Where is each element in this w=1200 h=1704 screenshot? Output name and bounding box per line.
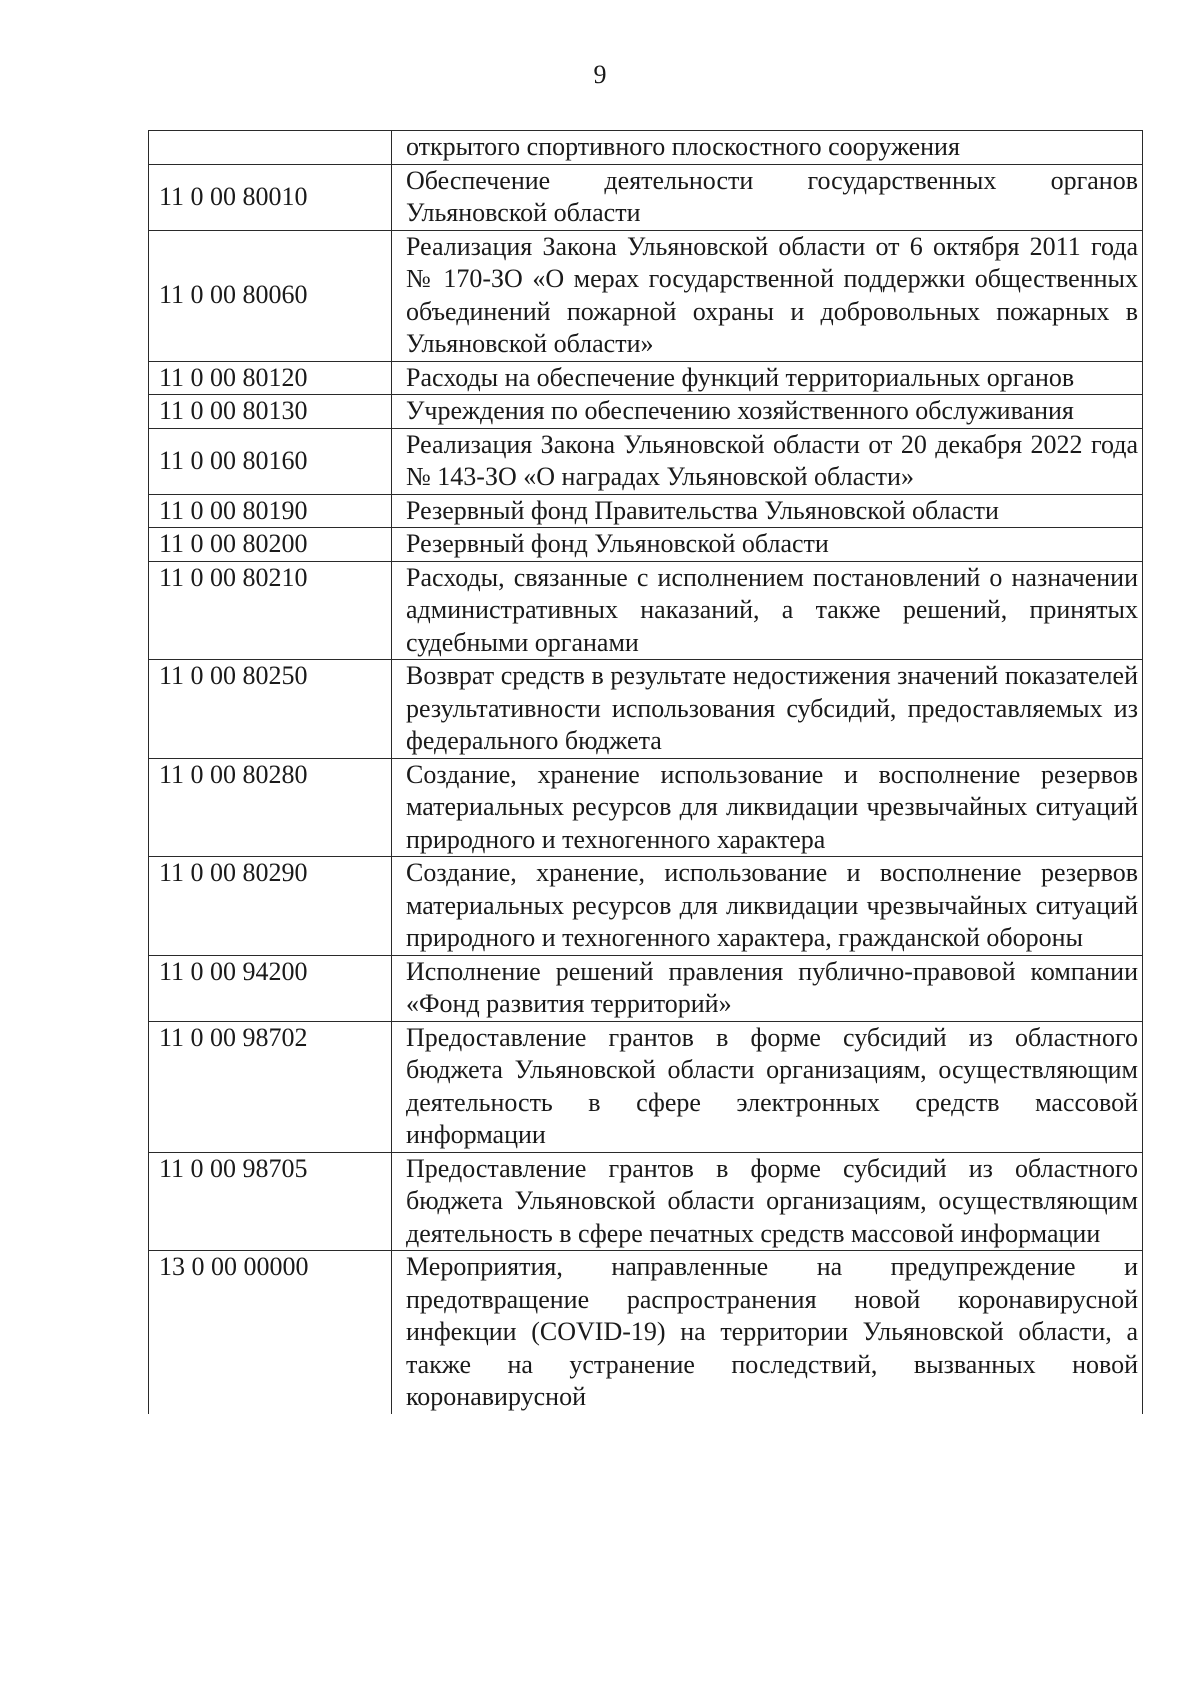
table-row xyxy=(149,395,1143,429)
code-cell: 11 0 00 80280 xyxy=(149,758,392,857)
description-cell: Предоставление грантов в форме субсидий из областного бюджета Ульяновской области организациям, осуществляющим деятельность в сфере электронных средств массовой информации xyxy=(392,1021,1143,1152)
table-row xyxy=(149,164,1143,230)
code-cell: 11 0 00 80210 xyxy=(149,561,392,660)
description-cell: Учреждения по обеспечению хозяйственного обслуживания xyxy=(392,395,1143,429)
table-row xyxy=(149,955,1143,1021)
table-row xyxy=(149,1251,1143,1414)
table-row xyxy=(149,230,1143,361)
description-cell: Расходы, связанные с исполнением постановлений о назначении административных наказаний, а также решений, принятых судебными органами xyxy=(392,561,1143,660)
code-cell: 11 0 00 94200 xyxy=(149,955,392,1021)
description-cell: Мероприятия, направленные на предупреждение и предотвращение распространения новой коронавирусной инфекции (COVID-19) на территории Ульяновской области, а также на устранение последствий, вызванных новой коронавирусной xyxy=(392,1251,1143,1414)
table-row xyxy=(149,1021,1143,1152)
code-cell: 11 0 00 98705 xyxy=(149,1152,392,1251)
code-cell: 11 0 00 80060 xyxy=(149,230,392,361)
description-cell: Создание, хранение использование и восполнение резервов материальных ресурсов для ликвидации чрезвычайных ситуаций природного и техногенного характера xyxy=(392,758,1143,857)
description-cell: Обеспечение деятельности государственных органов Ульяновской области xyxy=(392,164,1143,230)
description-cell: Предоставление грантов в форме субсидий из областного бюджета Ульяновской области организациям, осуществляющим деятельность в сфере печатных средств массовой информации xyxy=(392,1152,1143,1251)
table-row xyxy=(149,428,1143,494)
table-row xyxy=(149,131,1143,165)
description-cell: Исполнение решений правления публично-правовой компании «Фонд развития территорий» xyxy=(392,955,1143,1021)
table-row xyxy=(149,857,1143,956)
table-row xyxy=(149,1152,1143,1251)
table-row xyxy=(149,361,1143,395)
code-cell: 11 0 00 80160 xyxy=(149,428,392,494)
table-row xyxy=(149,561,1143,660)
code-cell xyxy=(149,131,392,165)
description-cell: Возврат средств в результате недостижения значений показателей результативности использования субсидий, предоставляемых из федерального бюджета xyxy=(392,660,1143,759)
table-row xyxy=(149,494,1143,528)
code-cell: 13 0 00 00000 xyxy=(149,1251,392,1414)
code-cell: 11 0 00 80190 xyxy=(149,494,392,528)
table-row xyxy=(149,660,1143,759)
description-cell: Резервный фонд Ульяновской области xyxy=(392,528,1143,562)
table-row xyxy=(149,528,1143,562)
table-row xyxy=(149,758,1143,857)
code-cell: 11 0 00 80120 xyxy=(149,361,392,395)
code-cell: 11 0 00 80010 xyxy=(149,164,392,230)
code-cell: 11 0 00 80290 xyxy=(149,857,392,956)
budget-codes-table xyxy=(148,130,1143,1414)
description-cell: Реализация Закона Ульяновской области от 6 октября 2011 года № 170-ЗО «О мерах государственной поддержки общественных объединений пожарной охраны и добровольных пожарных в Ульяновской области» xyxy=(392,230,1143,361)
description-cell: Создание, хранение, использование и восполнение резервов материальных ресурсов для ликвидации чрезвычайных ситуаций природного и техногенного характера, гражданской обороны xyxy=(392,857,1143,956)
description-cell: открытого спортивного плоскостного сооружения xyxy=(392,131,1143,165)
page-number: 9 xyxy=(593,60,607,89)
description-cell: Расходы на обеспечение функций территориальных органов xyxy=(392,361,1143,395)
description-cell: Резервный фонд Правительства Ульяновской области xyxy=(392,494,1143,528)
description-cell: Реализация Закона Ульяновской области от 20 декабря 2022 года № 143-ЗО «О наградах Ульяновской области» xyxy=(392,428,1143,494)
code-cell: 11 0 00 80250 xyxy=(149,660,392,759)
code-cell: 11 0 00 98702 xyxy=(149,1021,392,1152)
code-cell: 11 0 00 80200 xyxy=(149,528,392,562)
code-cell: 11 0 00 80130 xyxy=(149,395,392,429)
